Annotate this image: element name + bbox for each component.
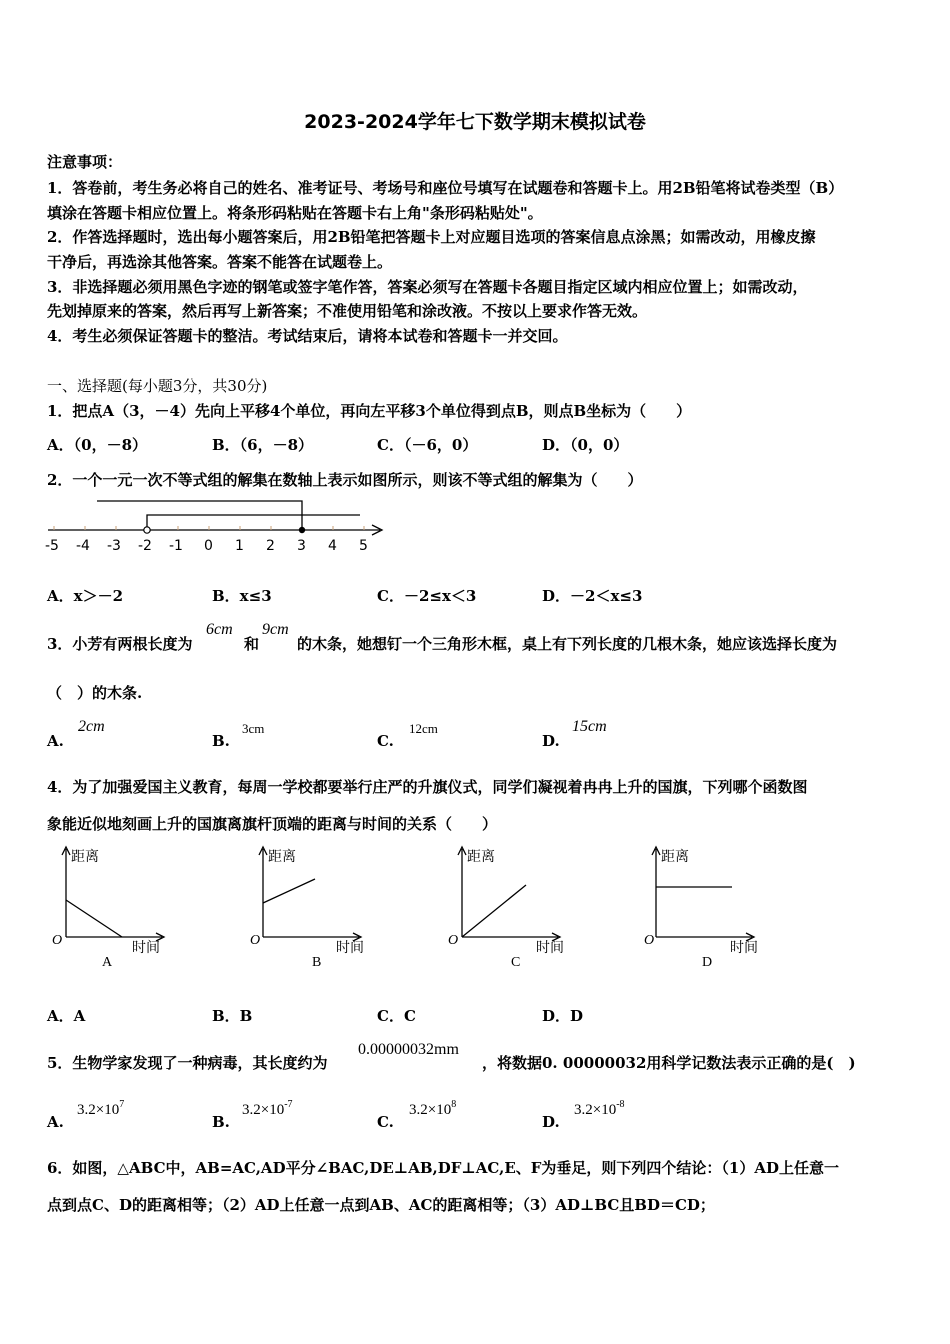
q3-option-c[interactable]: C. — [377, 732, 394, 750]
origin-label: O — [644, 933, 655, 948]
q3-option-a[interactable]: A. — [47, 732, 64, 750]
tick-label: 2 — [266, 538, 275, 554]
q5-option-d-value: $3.2\times 10^{-8}$ — [574, 1099, 625, 1118]
q1-option-d[interactable]: D．（0，0） — [542, 436, 629, 454]
tick-label: -4 — [76, 538, 90, 554]
q2-option-b[interactable]: B．x≤3 — [212, 587, 272, 605]
q5-length: 0.00000032mm — [358, 1041, 459, 1058]
q2-stem: 2．一个一元一次不等式组的解集在数轴上表示如图所示，则该不等式组的解集为（ ） — [47, 471, 643, 489]
y-axis-label: 距离 — [71, 849, 99, 865]
page-title: 2023-2024学年七下数学期末模拟试卷 — [304, 111, 646, 133]
q6-line-2: 点到点C、D的距离相等；（2）AD上任意一点到AB、AC的距离相等；（3）AD⊥BC且BD＝CD； — [47, 1196, 715, 1214]
notice-line: 先划掉原来的答案，然后再写上新答案；不准使用铅笔和涂改液。不按以上要求作答无效。 — [47, 302, 648, 320]
q3-and: 和 — [244, 635, 260, 653]
q5-option-b-value: $3.2\times 10^{-7}$ — [242, 1099, 293, 1118]
q3-option-b[interactable]: B. — [212, 732, 230, 750]
x-axis-label: 时间 — [536, 940, 564, 956]
q3-option-b-value: 3cm — [242, 721, 265, 736]
q2-option-d[interactable]: D．－2＜x≤3 — [542, 587, 643, 605]
tick-label: 4 — [328, 538, 337, 554]
q1-option-c[interactable]: C．（－6，0） — [377, 436, 478, 454]
q5-option-a-value: $3.2\times 10^7$ — [77, 1099, 125, 1118]
q3-option-d-value: 15cm — [572, 718, 607, 735]
q3-stem-b: 的木条，她想钉一个三角形木框，桌上有下列长度的几根木条，她应该选择长度为 — [297, 635, 838, 653]
notice-line: 4．考生必须保证答题卡的整洁。考试结束后，请将本试卷和答题卡一并交回。 — [47, 327, 568, 345]
notice-line: 干净后，再选涂其他答案。答案不能答在试题卷上。 — [47, 253, 393, 271]
notice-line: 1．答卷前，考生务必将自己的姓名、准考证号、考场号和座位号填写在试题卷和答题卡上。用2B铅笔将试卷类型（B） — [47, 179, 844, 197]
q3-stem-a: 3．小芳有两根长度为 — [47, 635, 193, 653]
graph-name: D — [702, 955, 713, 970]
q3-length-2: 9cm — [262, 621, 289, 638]
origin-label: O — [52, 933, 63, 948]
q3-length-1: 6cm — [206, 621, 233, 638]
tick-label: -5 — [45, 538, 59, 554]
x-axis-label: 时间 — [132, 940, 160, 956]
graph-name: A — [102, 955, 113, 970]
closed-point — [299, 527, 305, 533]
notice-heading: 注意事项： — [47, 153, 123, 171]
tick-label: -3 — [107, 538, 121, 554]
q5-stem-b: ，将数据0. 00000032用科学记数法表示正确的是( ) — [482, 1054, 856, 1072]
q4-option-d[interactable]: D．D — [542, 1007, 584, 1025]
q2-option-c[interactable]: C．－2≤x＜3 — [377, 587, 477, 605]
q4-line-2: 象能近似地刻画上升的国旗离旗杆顶端的距离与时间的关系（ ） — [47, 815, 498, 833]
tick-label: -1 — [169, 538, 183, 554]
q5-option-c[interactable]: C. — [377, 1113, 394, 1131]
tick-label: 0 — [204, 538, 213, 554]
x-axis-label: 时间 — [336, 940, 364, 956]
q1-option-a[interactable]: A．（0，－8） — [47, 436, 148, 454]
q1-option-b[interactable]: B．（6，－8） — [212, 436, 314, 454]
q3-option-a-value: 2cm — [78, 718, 105, 735]
q2-option-a[interactable]: A．x＞－2 — [47, 587, 124, 605]
notice-line: 填涂在答题卡相应位置上。将条形码粘贴在答题卡右上角"条形码粘贴处"。 — [47, 204, 543, 222]
tick-label: 5 — [359, 538, 368, 554]
x-axis-label: 时间 — [730, 940, 758, 956]
q5-option-d[interactable]: D. — [542, 1113, 560, 1131]
notice-line: 3．非选择题必须用黑色字迹的钢笔或签字笔作答，答案必须写在答题卡各题目指定区域内相应位置上；如需改动， — [47, 278, 808, 296]
y-axis-label: 距离 — [661, 849, 689, 865]
q4-line-1: 4．为了加强爱国主义教育，每周一学校都要举行庄严的升旗仪式，同学们凝视着冉冉上升的国旗，下列哪个函数图 — [47, 778, 808, 796]
q5-stem-a: 5．生物学家发现了一种病毒，其长度约为 — [47, 1054, 328, 1072]
graph-name: C — [511, 955, 521, 970]
number-line-figure — [40, 495, 400, 565]
tick-label: 3 — [297, 538, 306, 554]
origin-label: O — [448, 933, 459, 948]
q5-option-c-value: $3.2\times 10^8$ — [409, 1099, 457, 1118]
graph-name: B — [312, 955, 322, 970]
q5-option-a[interactable]: A. — [47, 1113, 64, 1131]
open-point — [144, 527, 150, 533]
tick-label: -2 — [138, 538, 152, 554]
q4-option-c[interactable]: C．C — [377, 1007, 416, 1025]
q4-option-a[interactable]: A．A — [47, 1007, 86, 1025]
y-axis-label: 距离 — [467, 849, 495, 865]
q3-option-c-value: 12cm — [409, 721, 438, 736]
notice-line: 2．作答选择题时，选出每小题答案后，用2B铅笔把答题卡上对应题目选项的答案信息点涂黑；如需改动，用橡皮擦 — [47, 228, 816, 246]
q5-option-b[interactable]: B. — [212, 1113, 230, 1131]
q1-stem: 1．把点A（3，－4）先向上平移4个单位，再向左平移3个单位得到点B，则点B坐标为（ ） — [47, 402, 692, 420]
section-heading: 一、选择题(每小题3分，共30分) — [47, 377, 268, 395]
origin-label: O — [250, 933, 261, 948]
q6-line-1: 6．如图，△ABC中，AB=AC,AD平分∠BAC,DE⊥AB,DF⊥AC,E、F为垂足，则下列四个结论：（1）AD上任意一 — [47, 1159, 839, 1177]
tick-label: 1 — [235, 538, 244, 554]
q3-option-d[interactable]: D. — [542, 732, 560, 750]
y-axis-label: 距离 — [268, 849, 296, 865]
q3-stem-c: （ ）的木条. — [47, 684, 143, 702]
q4-option-b[interactable]: B．B — [212, 1007, 253, 1025]
